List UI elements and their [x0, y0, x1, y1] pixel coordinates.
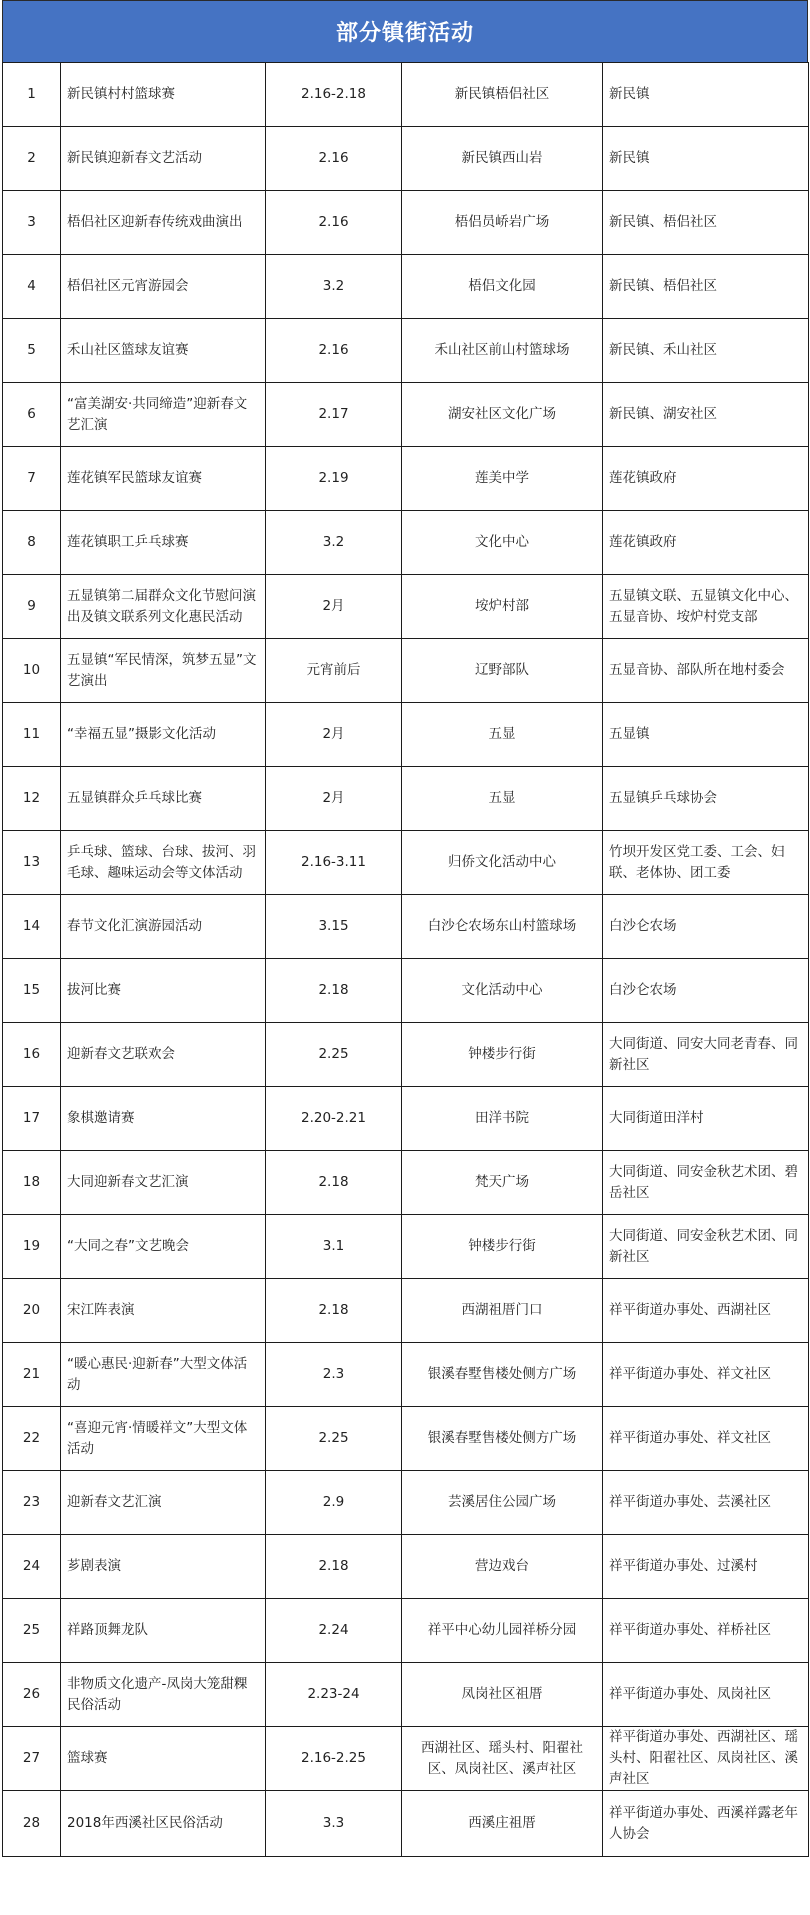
activity-organizer: 新民镇、湖安社区 — [603, 383, 809, 447]
table-row — [3, 1151, 809, 1215]
table-row — [3, 1535, 809, 1599]
activity-date: 2.18 — [266, 959, 402, 1023]
activity-name: 拔河比赛 — [61, 959, 266, 1023]
activity-name: 新民镇迎新春文艺活动 — [61, 127, 266, 191]
activity-organizer: 新民镇 — [603, 63, 809, 127]
activity-date: 2.24 — [266, 1599, 402, 1663]
activity-venue: 钟楼步行街 — [402, 1215, 603, 1279]
activity-date: 3.15 — [266, 895, 402, 959]
activity-date: 2.20-2.21 — [266, 1087, 402, 1151]
row-number: 2 — [3, 127, 61, 191]
activity-venue: 禾山社区前山村篮球场 — [402, 319, 603, 383]
table-row — [3, 959, 809, 1023]
activity-venue: 五显 — [402, 703, 603, 767]
activity-organizer: 大同街道、同安大同老青春、同新社区 — [603, 1023, 809, 1087]
table-row — [3, 1471, 809, 1535]
activity-name: “喜迎元宵·情暖祥文”大型文体活动 — [61, 1407, 266, 1471]
activity-organizer: 祥平街道办事处、西湖社区 — [603, 1279, 809, 1343]
activity-date: 2.18 — [266, 1279, 402, 1343]
activity-date: 2.16 — [266, 319, 402, 383]
activity-name: 梧侣社区迎新春传统戏曲演出 — [61, 191, 266, 255]
table-body — [3, 63, 809, 1857]
activity-date: 2月 — [266, 575, 402, 639]
activity-name: 芗剧表演 — [61, 1535, 266, 1599]
table-row — [3, 1727, 809, 1791]
activity-venue: 文化活动中心 — [402, 959, 603, 1023]
table-row — [3, 447, 809, 511]
activity-venue: 湖安社区文化广场 — [402, 383, 603, 447]
activity-date: 2.9 — [266, 1471, 402, 1535]
activity-organizer: 五显镇 — [603, 703, 809, 767]
activity-organizer: 大同街道田洋村 — [603, 1087, 809, 1151]
activity-name: 新民镇村村篮球赛 — [61, 63, 266, 127]
activity-date: 2.16 — [266, 191, 402, 255]
table-row — [3, 1407, 809, 1471]
row-number: 16 — [3, 1023, 61, 1087]
activity-date: 2.18 — [266, 1151, 402, 1215]
activity-date: 2.18 — [266, 1535, 402, 1599]
table-row — [3, 639, 809, 703]
row-number: 23 — [3, 1471, 61, 1535]
table-row — [3, 895, 809, 959]
row-number: 8 — [3, 511, 61, 575]
row-number: 10 — [3, 639, 61, 703]
row-number: 7 — [3, 447, 61, 511]
table-row — [3, 1599, 809, 1663]
row-number: 15 — [3, 959, 61, 1023]
row-number: 17 — [3, 1087, 61, 1151]
row-number: 21 — [3, 1343, 61, 1407]
table-row — [3, 1663, 809, 1727]
activity-venue: 新民镇梧侣社区 — [402, 63, 603, 127]
table-row — [3, 703, 809, 767]
table-title: 部分镇街活动 — [2, 0, 808, 62]
table-row — [3, 1343, 809, 1407]
activity-organizer: 祥平街道办事处、西溪祥露老年人协会 — [603, 1791, 809, 1857]
activity-date: 2.16-2.25 — [266, 1727, 402, 1791]
activity-name: 迎新春文艺汇演 — [61, 1471, 266, 1535]
row-number: 28 — [3, 1791, 61, 1857]
row-number: 25 — [3, 1599, 61, 1663]
activity-name: 迎新春文艺联欢会 — [61, 1023, 266, 1087]
activity-organizer: 白沙仑农场 — [603, 959, 809, 1023]
activity-venue: 芸溪居住公园广场 — [402, 1471, 603, 1535]
activity-venue: 钟楼步行街 — [402, 1023, 603, 1087]
table-row — [3, 63, 809, 127]
activity-organizer: 五显音协、部队所在地村委会 — [603, 639, 809, 703]
activity-name: 宋江阵表演 — [61, 1279, 266, 1343]
table-row — [3, 255, 809, 319]
row-number: 19 — [3, 1215, 61, 1279]
row-number: 12 — [3, 767, 61, 831]
activity-name: 2018年西溪社区民俗活动 — [61, 1791, 266, 1857]
activity-venue: 银溪春墅售楼处侧方广场 — [402, 1407, 603, 1471]
activity-name: “暖心惠民·迎新春”大型文体活动 — [61, 1343, 266, 1407]
activity-name: “富美湖安·共同缔造”迎新春文艺汇演 — [61, 383, 266, 447]
activity-name: 春节文化汇演游园活动 — [61, 895, 266, 959]
activity-venue: 西湖社区、瑶头村、阳翟社区、凤岗社区、溪声社区 — [402, 1727, 603, 1791]
row-number: 6 — [3, 383, 61, 447]
row-number: 27 — [3, 1727, 61, 1791]
activity-venue: 文化中心 — [402, 511, 603, 575]
table-row — [3, 383, 809, 447]
table-row — [3, 1215, 809, 1279]
activity-venue: 西湖祖厝门口 — [402, 1279, 603, 1343]
activity-date: 2.25 — [266, 1407, 402, 1471]
row-number: 20 — [3, 1279, 61, 1343]
row-number: 13 — [3, 831, 61, 895]
activity-date: 3.1 — [266, 1215, 402, 1279]
activity-organizer: 祥平街道办事处、祥桥社区 — [603, 1599, 809, 1663]
activity-date: 元宵前后 — [266, 639, 402, 703]
activity-organizer: 新民镇、梧侣社区 — [603, 255, 809, 319]
activity-date: 2.25 — [266, 1023, 402, 1087]
activity-organizer: 大同街道、同安金秋艺术团、碧岳社区 — [603, 1151, 809, 1215]
activity-date: 2.16-3.11 — [266, 831, 402, 895]
row-number: 11 — [3, 703, 61, 767]
table-row — [3, 1791, 809, 1857]
activity-organizer: 新民镇、禾山社区 — [603, 319, 809, 383]
activity-venue: 凤岗社区祖厝 — [402, 1663, 603, 1727]
activity-venue: 梧侣员峤岩广场 — [402, 191, 603, 255]
activity-date: 2.16 — [266, 127, 402, 191]
activity-venue: 祥平中心幼儿园祥桥分园 — [402, 1599, 603, 1663]
activity-venue: 银溪春墅售楼处侧方广场 — [402, 1343, 603, 1407]
activity-date: 3.2 — [266, 255, 402, 319]
activity-venue: 梧侣文化园 — [402, 255, 603, 319]
table-row — [3, 191, 809, 255]
activity-organizer: 竹坝开发区党工委、工会、妇联、老体协、团工委 — [603, 831, 809, 895]
activity-organizer: 祥平街道办事处、凤岗社区 — [603, 1663, 809, 1727]
activity-date: 2月 — [266, 703, 402, 767]
table-row — [3, 1279, 809, 1343]
activities-table — [2, 62, 809, 1857]
row-number: 1 — [3, 63, 61, 127]
activity-venue: 梵天广场 — [402, 1151, 603, 1215]
row-number: 26 — [3, 1663, 61, 1727]
row-number: 9 — [3, 575, 61, 639]
activity-name: 莲花镇职工乒乓球赛 — [61, 511, 266, 575]
activity-venue: 五显 — [402, 767, 603, 831]
activity-venue: 莲美中学 — [402, 447, 603, 511]
table-row — [3, 767, 809, 831]
row-number: 24 — [3, 1535, 61, 1599]
activity-name: “大同之春”文艺晚会 — [61, 1215, 266, 1279]
activity-venue: 西溪庄祖厝 — [402, 1791, 603, 1857]
activity-name: 五显镇第二届群众文化节慰问演出及镇文联系列文化惠民活动 — [61, 575, 266, 639]
activity-organizer: 莲花镇政府 — [603, 511, 809, 575]
table-row — [3, 575, 809, 639]
activity-organizer: 祥平街道办事处、祥文社区 — [603, 1343, 809, 1407]
activity-venue: 白沙仑农场东山村篮球场 — [402, 895, 603, 959]
activity-organizer: 祥平街道办事处、芸溪社区 — [603, 1471, 809, 1535]
activity-date: 3.3 — [266, 1791, 402, 1857]
row-number: 14 — [3, 895, 61, 959]
activity-name: 篮球赛 — [61, 1727, 266, 1791]
activity-venue: 营边戏台 — [402, 1535, 603, 1599]
table-row — [3, 1087, 809, 1151]
activity-organizer: 五显镇文联、五显镇文化中心、五显音协、垵炉村党支部 — [603, 575, 809, 639]
activity-name: 五显镇“军民情深，筑梦五显”文艺演出 — [61, 639, 266, 703]
activity-date: 2月 — [266, 767, 402, 831]
activity-date: 3.2 — [266, 511, 402, 575]
activity-name: 禾山社区篮球友谊赛 — [61, 319, 266, 383]
activity-venue: 归侨文化活动中心 — [402, 831, 603, 895]
activity-organizer: 大同街道、同安金秋艺术团、同新社区 — [603, 1215, 809, 1279]
activity-organizer: 莲花镇政府 — [603, 447, 809, 511]
activity-name: 非物质文化遗产-凤岗大笼甜粿民俗活动 — [61, 1663, 266, 1727]
activity-name: “幸福五显”摄影文化活动 — [61, 703, 266, 767]
table-row — [3, 1023, 809, 1087]
activity-name: 莲花镇军民篮球友谊赛 — [61, 447, 266, 511]
activity-venue: 辽野部队 — [402, 639, 603, 703]
row-number: 22 — [3, 1407, 61, 1471]
activity-venue: 垵炉村部 — [402, 575, 603, 639]
activity-name: 乒乓球、篮球、台球、拔河、羽毛球、趣味运动会等文体活动 — [61, 831, 266, 895]
activity-name: 祥路顶舞龙队 — [61, 1599, 266, 1663]
activity-date: 2.3 — [266, 1343, 402, 1407]
activity-venue: 新民镇西山岩 — [402, 127, 603, 191]
row-number: 5 — [3, 319, 61, 383]
activity-name: 象棋邀请赛 — [61, 1087, 266, 1151]
activity-organizer: 祥平街道办事处、西湖社区、瑶头村、阳翟社区、凤岗社区、溪声社区 — [603, 1727, 809, 1791]
table-row — [3, 127, 809, 191]
activity-date: 2.17 — [266, 383, 402, 447]
row-number: 4 — [3, 255, 61, 319]
row-number: 3 — [3, 191, 61, 255]
activity-organizer: 祥平街道办事处、过溪村 — [603, 1535, 809, 1599]
activity-organizer: 新民镇、梧侣社区 — [603, 191, 809, 255]
activity-venue: 田洋书院 — [402, 1087, 603, 1151]
activity-date: 2.16-2.18 — [266, 63, 402, 127]
activity-organizer: 祥平街道办事处、祥文社区 — [603, 1407, 809, 1471]
activity-organizer: 白沙仑农场 — [603, 895, 809, 959]
table-row — [3, 831, 809, 895]
activity-date: 2.23-24 — [266, 1663, 402, 1727]
row-number: 18 — [3, 1151, 61, 1215]
activity-date: 2.19 — [266, 447, 402, 511]
activity-organizer: 五显镇乒乓球协会 — [603, 767, 809, 831]
activity-name: 五显镇群众乒乓球比赛 — [61, 767, 266, 831]
activity-name: 大同迎新春文艺汇演 — [61, 1151, 266, 1215]
table-row — [3, 511, 809, 575]
activity-name: 梧侣社区元宵游园会 — [61, 255, 266, 319]
activity-organizer: 新民镇 — [603, 127, 809, 191]
table-row — [3, 319, 809, 383]
